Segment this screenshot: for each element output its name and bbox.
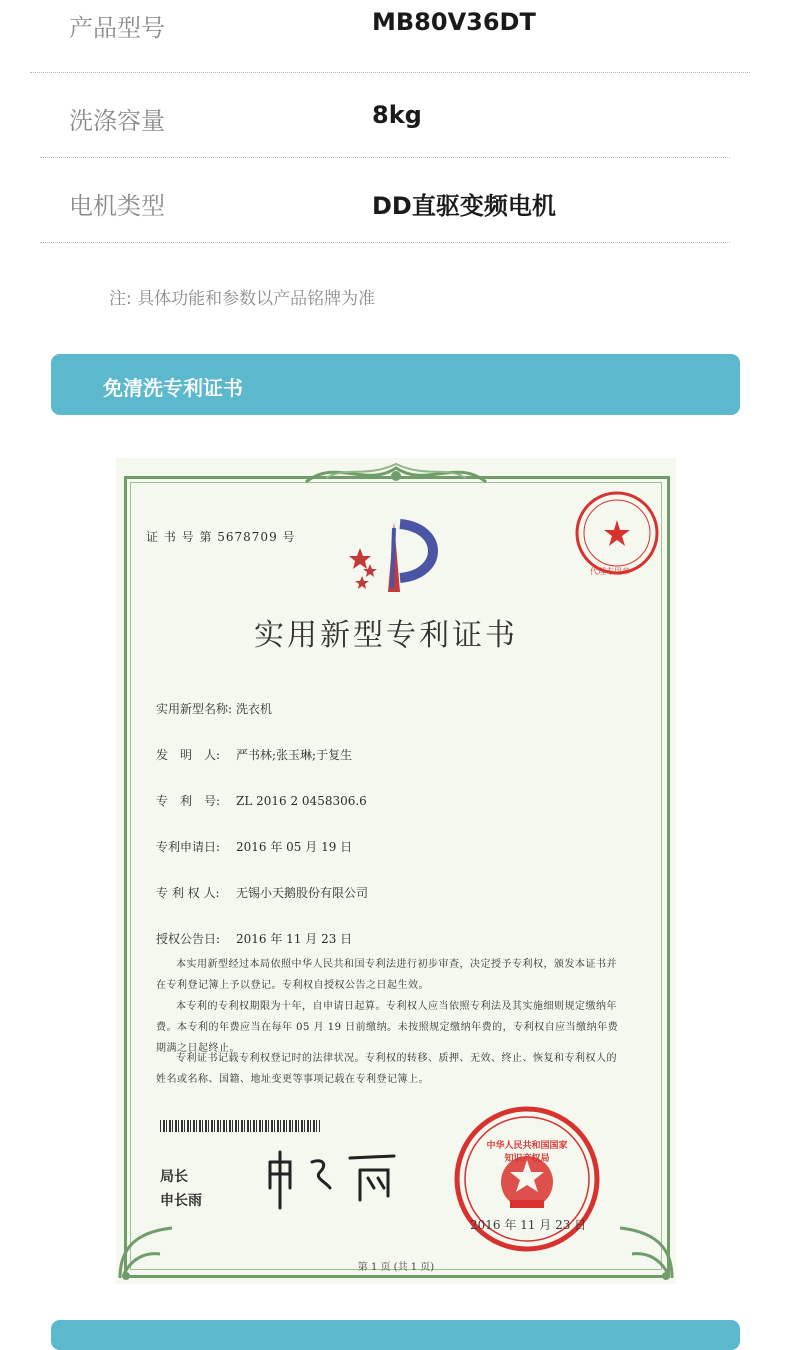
divider [40, 242, 730, 243]
section-title: 免清洗专利证书 [103, 376, 243, 400]
field-label: 专 利 号: [156, 794, 221, 808]
certificate-number: 证 书 号 第 5678709 号 [146, 530, 296, 544]
agent-seal-text: 代理专用章 [590, 567, 630, 576]
certificate-page-number: 第 1 页 (共 1 页) [357, 1262, 435, 1273]
certificate-paragraph: 本实用新型经过本局依照中华人民共和国专利法进行初步审查，决定授予专利权，颁发本证书并在专利登记簿上予以登记。专利权自授权公告之日起生效。 [156, 959, 617, 991]
ornament-top [296, 458, 496, 492]
field-label: 专 利 权 人: [156, 886, 220, 900]
field-label: 实用新型名称: [156, 702, 233, 716]
certificate-field-patentee [156, 884, 368, 901]
spec-note: 注: 具体功能和参数以产品铭牌为准 [109, 289, 376, 309]
field-value: 洗衣机 [236, 702, 273, 716]
divider [40, 157, 730, 158]
certificate-field-grant-date [156, 930, 352, 947]
seal-date: 2016 年 11 月 23 日 [470, 1218, 587, 1232]
certificate-paragraph: 本专利的专利权期限为十年，自申请日起算。专利权人应当依照专利法及其实施细则规定缴纳年费。本专利的年费应当在每年 05 月 19 日前缴纳。未按照规定缴纳年费的，专利权自应当缴纳年费期满之日起终止。 [156, 1001, 619, 1054]
certificate-field-application-date [156, 838, 352, 855]
signer-name: 申长雨 [160, 1193, 202, 1209]
field-value: 2016 年 11 月 23 日 [236, 932, 353, 946]
certificate-paragraph: 专利证书记载专利权登记时的法律状况。专利权的转移、质押、无效、终止、恢复和专利权人的姓名或名称、国籍、地址变更等事项记载在专利登记簿上。 [156, 1053, 617, 1085]
spec-value-motor: DD直驱变频电机 [372, 192, 556, 220]
field-value: 无锡小天鹅股份有限公司 [236, 886, 369, 900]
patent-office-logo-icon [348, 518, 444, 596]
field-value: 2016 年 05 月 19 日 [236, 840, 353, 854]
section-header [51, 354, 740, 415]
field-label: 专利申请日: [156, 840, 221, 854]
spec-label-model: 产品型号 [69, 14, 165, 42]
seal-text: 中华人民共和国国家知识产权局 [486, 1141, 568, 1164]
certificate-field-name [156, 700, 272, 717]
barcode [160, 1120, 320, 1132]
patent-certificate [116, 458, 676, 1284]
certificate-field-patent-no [156, 792, 367, 809]
field-value: 严书林;张玉琳;于复生 [236, 748, 353, 762]
spec-value-capacity: 8kg [372, 101, 422, 129]
signature [264, 1148, 404, 1212]
agent-seal-icon [574, 490, 660, 576]
certificate-title: 实用新型专利证书 [254, 618, 518, 653]
next-section-header [51, 1320, 740, 1350]
spec-value-model: MB80V36DT [372, 8, 536, 36]
signer-title: 局长 [160, 1169, 188, 1185]
field-label: 授权公告日: [156, 932, 221, 946]
spec-label-motor: 电机类型 [69, 192, 165, 220]
field-label: 发 明 人: [156, 748, 221, 762]
field-value: ZL 2016 2 0458306.6 [236, 794, 367, 808]
divider [30, 72, 750, 73]
certificate-field-inventor [156, 746, 352, 763]
spec-label-capacity: 洗涤容量 [69, 107, 165, 135]
